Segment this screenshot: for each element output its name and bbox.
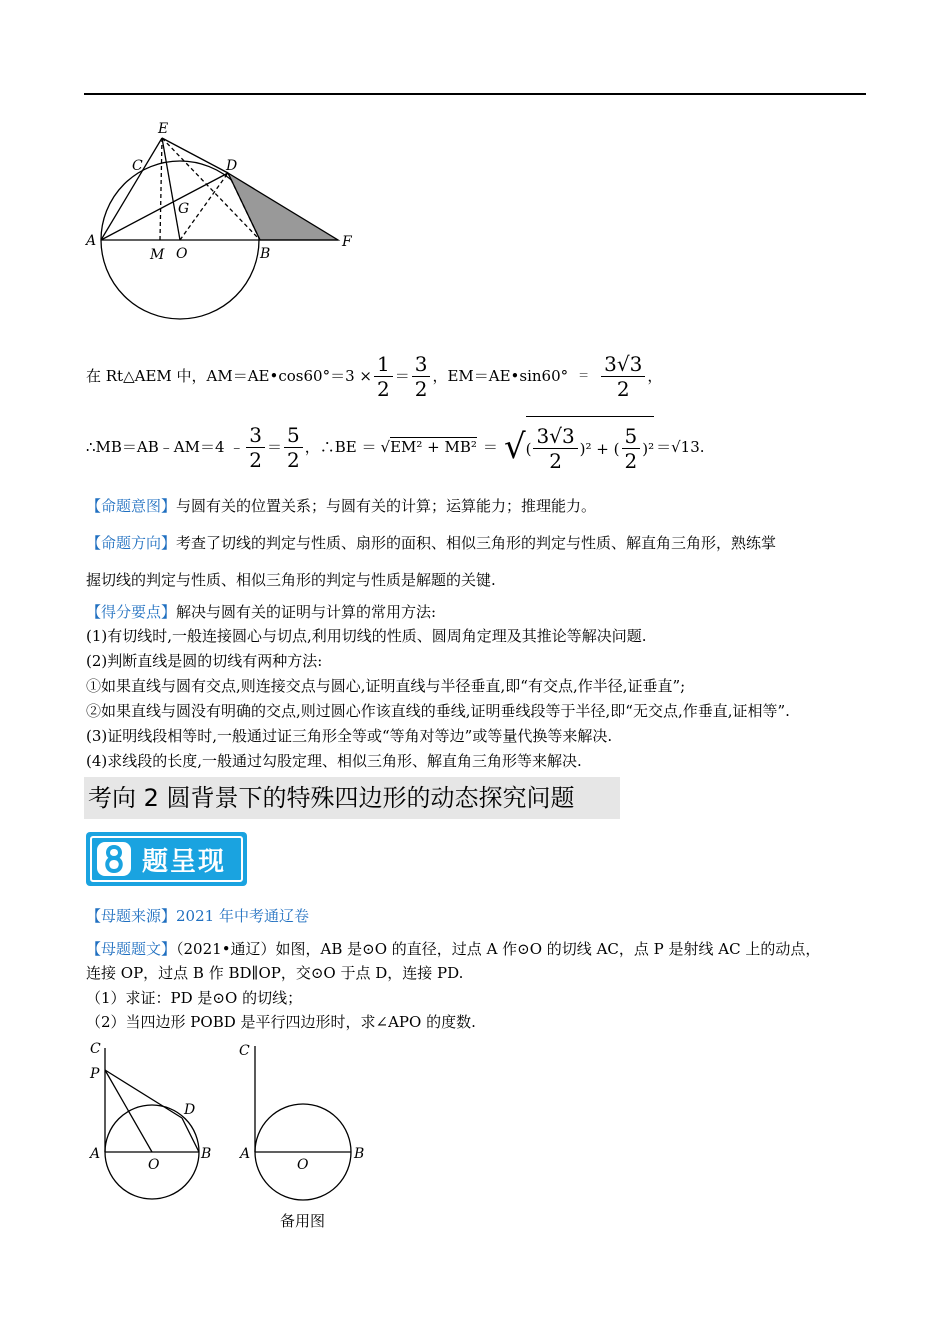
- direction-line-1: 【命题方向】考查了切线的判定与性质、扇形的面积、相似三角形的判定与性质、解直角三角形，熟练掌: [86, 534, 777, 552]
- line-ae: [101, 138, 162, 240]
- label-a: A: [90, 1146, 101, 1162]
- label-d: D: [184, 1102, 196, 1118]
- line-ed: [162, 138, 228, 173]
- geometry-figure-2: [86, 1038, 226, 1208]
- label-b: B: [354, 1146, 365, 1162]
- fraction-3sqrt3-2: $\frac{3√3}{2}$: [601, 352, 645, 401]
- label-a: A: [240, 1146, 251, 1162]
- label-p: P: [90, 1066, 100, 1082]
- label-c: C: [90, 1041, 101, 1057]
- top-rule: [84, 93, 866, 95]
- calc-line-2: ∴MB＝AB﹣AM＝4 ﹣ $\frac{3}{2}$ ＝ $\frac{5}{2}$ ，∴BE ＝ √EM² + MB² ＝ √ ( $\frac{3√3}{2}$ )² + ( $\frac{5}{2}$ )² ＝√13.: [86, 414, 705, 480]
- section-heading: 考向 2 圆背景下的特殊四边形的动态探究问题: [84, 777, 620, 819]
- keypoint-item: (2)判断直线是圆的切线有两种方法:: [86, 652, 323, 670]
- line-em: [160, 138, 162, 240]
- question-1: （1）求证：PD 是⊙O 的切线；: [86, 989, 303, 1007]
- keypoint-item: (4)求线段的长度,一般通过勾股定理、相似三角形、解直角三角形等来解决.: [86, 752, 582, 770]
- label-c: C: [132, 158, 143, 174]
- question-badge: [86, 832, 247, 886]
- problem-line-2: 连接 OP，过点 B 作 BD∥OP，交⊙O 于点 D，连接 PD.: [86, 964, 464, 982]
- source-line: 【母题来源】2021 年中考通辽卷: [86, 907, 309, 925]
- question-2: （2）当四边形 POBD 是平行四边形时，求∠APO 的度数.: [86, 1013, 476, 1031]
- calc-result: ＝√13.: [656, 438, 705, 456]
- label-o: O: [176, 246, 188, 262]
- calc-mb-text: ∴MB＝AB﹣AM＝4 ﹣: [86, 438, 245, 456]
- keypoint-item: ②如果直线与圆没有明确的交点,则过圆心作该直线的垂线,证明垂线段等于半径,即“无交点,作垂直,证相等”.: [86, 702, 790, 720]
- label-e: E: [158, 121, 169, 137]
- keypoint-item: ①如果直线与圆有交点,则连接交点与圆心,证明直线与半径垂直,即“有交点,作半径,证垂直”;: [86, 677, 686, 695]
- badge-label: 题呈现: [142, 846, 227, 877]
- sqrt-big: √ ( $\frac{3√3}{2}$ )² + ( $\frac{5}{2}$ )²: [504, 416, 654, 479]
- direction-line-2: 握切线的判定与性质、相似三角形的判定与性质是解题的关键.: [86, 571, 496, 589]
- figure-caption: 备用图: [280, 1212, 326, 1230]
- label-m: M: [150, 247, 165, 263]
- fraction-5-2: $\frac{5}{2}$: [284, 423, 303, 472]
- line-pd: [105, 1070, 182, 1118]
- fraction-1-2: $\frac{1}{2}$: [374, 352, 393, 401]
- line-po: [105, 1070, 152, 1152]
- label-c: C: [239, 1043, 250, 1059]
- calc-be-text: ，∴BE ＝: [304, 438, 377, 456]
- label-o: O: [297, 1157, 309, 1173]
- geometry-figure-3: [236, 1038, 376, 1208]
- sqrt-small: √EM² + MB²: [380, 438, 477, 456]
- intent-line: 【命题意图】与圆有关的位置关系；与圆有关的计算；运算能力；推理能力。: [86, 497, 597, 515]
- label-b: B: [201, 1146, 212, 1162]
- label-f: F: [342, 234, 352, 250]
- fraction-3-2: $\frac{3}{2}$: [412, 352, 431, 401]
- calc-em-text: ，EM＝AE•sin60°: [432, 367, 569, 385]
- problem-line-1: 【母题题文】（2021•通辽）如图，AB 是⊙O 的直径，过点 A 作⊙O 的切线 AC，点 P 是射线 AC 上的动点，: [86, 940, 821, 958]
- label-a: A: [86, 233, 97, 249]
- label-g: G: [178, 201, 190, 217]
- label-o: O: [148, 1157, 160, 1173]
- keypoint-item: (1)有切线时,一般连接圆心与切点,利用切线的性质、圆周角定理及其推论等解决问题.: [86, 627, 647, 645]
- keypoint-item: (3)证明线段相等时,一般通过证三角形全等或“等角对等边”或等量代换等来解决.: [86, 727, 613, 745]
- calc-am-text: 在 Rt△AEM 中，AM＝AE•cos60°＝3 ×: [86, 367, 372, 385]
- calc-line-1: 在 Rt△AEM 中，AM＝AE•cos60°＝3 × $\frac{1}{2}$ ＝ $\frac{3}{2}$ ，EM＝AE•sin60° ＝ $\frac{3√3}{2}$ ，: [86, 351, 663, 401]
- label-b: B: [260, 246, 271, 262]
- loop-icon: [96, 841, 132, 877]
- fraction-3-2-b: $\frac{3}{2}$: [246, 423, 265, 472]
- label-d: D: [226, 158, 238, 174]
- line-ad: [101, 173, 228, 240]
- keypoints-intro: 【得分要点】解决与圆有关的证明与计算的常用方法:: [86, 603, 437, 621]
- geometry-figure-1: [80, 118, 370, 348]
